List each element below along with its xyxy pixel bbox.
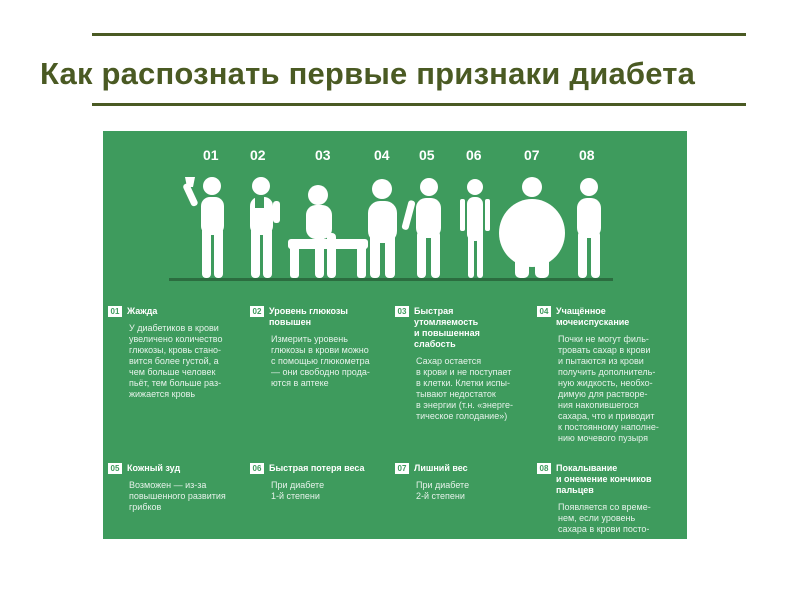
symptom-item — [108, 306, 248, 400]
symptom-number: 06 — [250, 463, 264, 474]
symptom-item — [250, 463, 390, 502]
infographic-panel — [103, 131, 687, 539]
symptom-item — [395, 463, 535, 502]
symptom-title: Быстрая потеря веса — [269, 463, 365, 473]
symptom-title: Лишний вес — [414, 463, 468, 473]
figure-number: 06 — [466, 147, 482, 163]
symptom-description: Появляется со време- нем, если уровень сахара в крови посто- — [558, 502, 651, 534]
symptom-description: Измерить уровень глюкозы в крови можно с помощью глюкометра — они свободно прода- ются в аптеке — [271, 334, 370, 388]
figure-glucose-icon — [250, 177, 280, 278]
figure-thirst-icon — [182, 177, 224, 278]
symptom-description: Возможен — из-за повышенного развития грибков — [129, 480, 226, 512]
figure-tingling-icon — [577, 178, 601, 278]
symptom-number: 04 — [537, 306, 551, 317]
figure-number: 02 — [250, 147, 266, 163]
top-divider — [92, 33, 746, 36]
symptom-number: 02 — [250, 306, 264, 317]
symptom-description: При диабете 1-й степени — [271, 480, 325, 501]
symptom-item — [395, 306, 535, 422]
symptom-description: Сахар остается в крови и не поступает в клетки. Клетки испы- тывают недостаток в энергии (т.н. «энерге- тическое голодание») — [416, 356, 513, 421]
figure-overweight-icon — [499, 177, 565, 278]
figure-number: 05 — [419, 147, 435, 163]
symptom-title: Покалывание и онемение кончиков пальцев — [556, 463, 652, 495]
figure-weight-loss-icon — [460, 179, 490, 278]
page-title: Как распознать первые признаки диабета — [40, 56, 696, 91]
symptom-number: 07 — [395, 463, 409, 474]
symptom-item — [537, 463, 685, 535]
symptom-number: 03 — [395, 306, 409, 317]
figure-urination-icon — [368, 179, 397, 278]
figure-itching-icon — [401, 178, 441, 278]
symptom-number: 01 — [108, 306, 122, 317]
symptom-item — [250, 306, 390, 389]
figure-number: 07 — [524, 147, 540, 163]
symptom-number: 05 — [108, 463, 122, 474]
symptom-item — [537, 306, 685, 444]
symptom-description: У диабетиков в крови увеличено количество глюкозы, кровь стано- вится более густой, а чем больше человек пьёт, тем больше раз- жижается кровь — [129, 323, 223, 399]
figure-number: 08 — [579, 147, 595, 163]
ground-line — [169, 278, 613, 281]
symptom-title: Быстрая утомляемость и повышенная слабость — [414, 306, 480, 349]
symptom-title: Жажда — [127, 306, 158, 316]
figure-fatigue-icon — [288, 185, 368, 278]
bottom-divider — [92, 103, 746, 106]
symptom-number: 08 — [537, 463, 551, 474]
symptom-description: При диабете 2-й степени — [416, 480, 470, 501]
symptom-title: Кожный зуд — [127, 463, 181, 473]
symptom-description: Почки не могут филь- тровать сахар в крови и пытаются из крови получить дополнитель- ную жидкость, необхо- димую для растворе- ния накопившегося сахара, что и приводит к постоянному наполне- нию мочевого пузыря — [558, 334, 659, 443]
figure-number: 04 — [374, 147, 390, 163]
people-figures-illustration — [103, 167, 687, 282]
figure-number: 01 — [203, 147, 219, 163]
figure-number: 03 — [315, 147, 331, 163]
symptom-item — [108, 463, 248, 513]
symptom-title: Уровень глюкозы повышен — [269, 306, 348, 327]
symptom-title: Учащённое мочеиспускание — [556, 306, 630, 327]
